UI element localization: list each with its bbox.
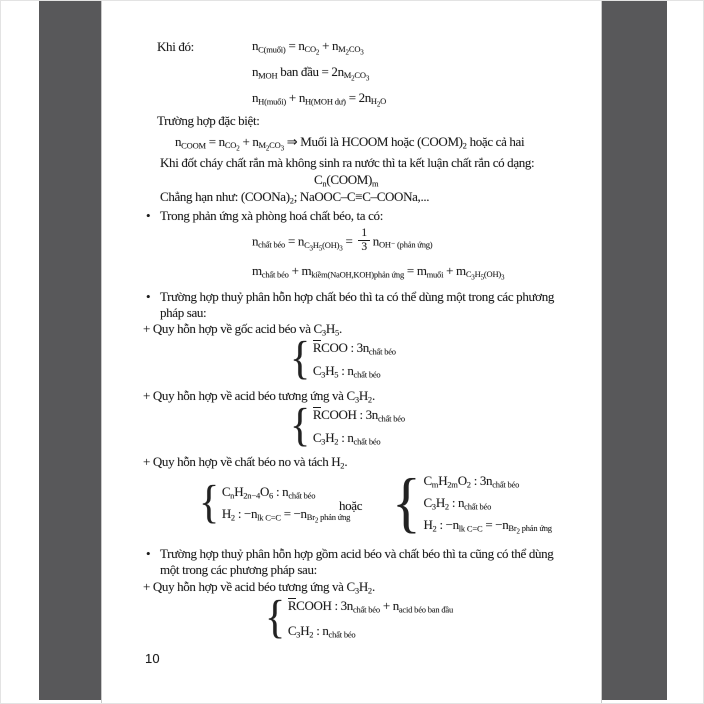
system-rcooh <box>290 402 405 450</box>
label-khi-do: Khi đó: <box>157 39 194 54</box>
left-brace-icon: { <box>290 400 310 452</box>
system-saturated-left-line1: $C_nH_{2n-4}O_6$ : $n_{chất béo}$ <box>221 484 316 501</box>
system-final <box>265 593 453 643</box>
book-page <box>101 1 602 704</box>
system-saturated-right-line1: $C_mH_{2m}O_2$ : $3n_{chất béo}$ <box>423 472 520 489</box>
bullet-fat-hydrolysis-line2: pháp sau: <box>160 305 207 320</box>
bullet-icon: • <box>146 208 151 223</box>
left-brace-icon: { <box>392 464 421 539</box>
bullet-icon: • <box>146 289 151 304</box>
system-rcoo <box>290 335 396 383</box>
left-brace-icon: { <box>199 477 219 529</box>
system-saturated-right-line2: $C_3H_2$ : $n_{chất béo}$ <box>423 494 492 511</box>
label-hoac: hoặc <box>339 498 363 513</box>
formula-cn-coom-m: $C_n(COOM)_m$ <box>314 172 379 189</box>
system-rcooh-line2: $C_3H_2$ : $n_{chất béo}$ <box>312 430 381 447</box>
system-rcoo-line2: $C_3H_5$ : $n_{chất béo}$ <box>312 363 381 380</box>
system-saturated-right-line3: $H_2$ : $-n_{lk C=C} = -n_{Br_2 phản ứng}$ <box>423 516 552 536</box>
method-fatty-acid-2: + Quy hỗn hợp về acid béo tương ứng và $C_3H_2$. <box>143 579 375 596</box>
label-special-case: Trường hợp đặc biệt: <box>157 113 260 128</box>
system-saturated-left-line2: $H_2$ : $-n_{lk C=C} = -n_{Br_2 phản ứng}$ <box>221 506 351 525</box>
example-coona: Chẳng hạn như: $(COONa)_2$; NaOOC–C≡C–COONa,... <box>160 189 430 206</box>
bullet-fat-hydrolysis-line1: Trường hợp thuỷ phân hỗn hợp chất béo thì ta có thể dùng một trong các phương <box>160 289 554 304</box>
system-saturated-right <box>392 464 552 539</box>
paragraph-burning-solid: Khi đốt cháy chất rắn mà không sinh ra nước thì ta kết luận chất rắn có dạng: <box>160 155 535 170</box>
equation-fat-mass: $m_{chất béo} + m_{kiềm(NaOH,KOH)phản ứng} = m_{muối} + m_{C_3H_5(OH)_3}$ <box>252 263 505 282</box>
method-acid-radical: + Quy hỗn hợp về gốc acid béo và $C_3H_5$. <box>143 321 342 338</box>
system-rcooh-line1: RCOOH : $3n_{chất béo}$ <box>312 407 405 424</box>
system-final-line1: RCOOH : $3n_{chất béo} + n_{acid béo ban đầu}$ <box>287 598 454 615</box>
method-fatty-acid: + Quy hỗn hợp về acid béo tương ứng và $C_3H_2$. <box>143 388 375 405</box>
bullet-icon: • <box>146 546 151 561</box>
left-brace-icon: { <box>265 592 285 644</box>
system-final-line2: $C_3H_2$ : $n_{chất béo}$ <box>287 623 356 640</box>
bullet-saponification: Trong phản ứng xà phòng hoá chất béo, ta có: <box>160 208 383 223</box>
equation-moh-initial: $n_{MOH}$ ban đầu = $2n_{M_2CO_3}$ <box>252 64 370 83</box>
bullet-mixture-hydrolysis-line1: Trường hợp thuỷ phân hỗn hợp gồm acid béo và chất béo thì ta cũng có thể dùng <box>160 546 554 561</box>
system-saturated-left <box>199 479 350 527</box>
method-saturated-fat: + Quy hỗn hợp về chất béo no và tách $H_2$. <box>143 454 348 471</box>
page-number: 10 <box>145 651 160 666</box>
equation-fat-moles: $n_{chất béo} = n_{C_3H_5(OH)_3}$ = $\frac{1}{3}$ $n_{OH^- (phản ứng)}$ <box>252 227 433 253</box>
left-brace-icon: { <box>290 333 310 385</box>
system-rcoo-line1: RCOO : $3n_{chất béo}$ <box>312 340 396 357</box>
bullet-mixture-hydrolysis-line2: một trong các phương pháp sau: <box>160 562 317 577</box>
equation-coom-conclusion: $n_{COOM} = n_{CO_2} + n_{M_2CO_3}$ ⇒ Muối là HCOOM hoặc $(COOM)_2$ hoặc cả hai <box>175 134 525 153</box>
equation-hydrogen-salt: $n_{H(muối)} + n_{H(MOH dư)} = 2n_{H_2O}$ <box>252 90 387 109</box>
equation-carbon-salt: $n_{C(muối)} = n_{CO_2} + n_{M_2CO_3}$ <box>252 38 364 57</box>
